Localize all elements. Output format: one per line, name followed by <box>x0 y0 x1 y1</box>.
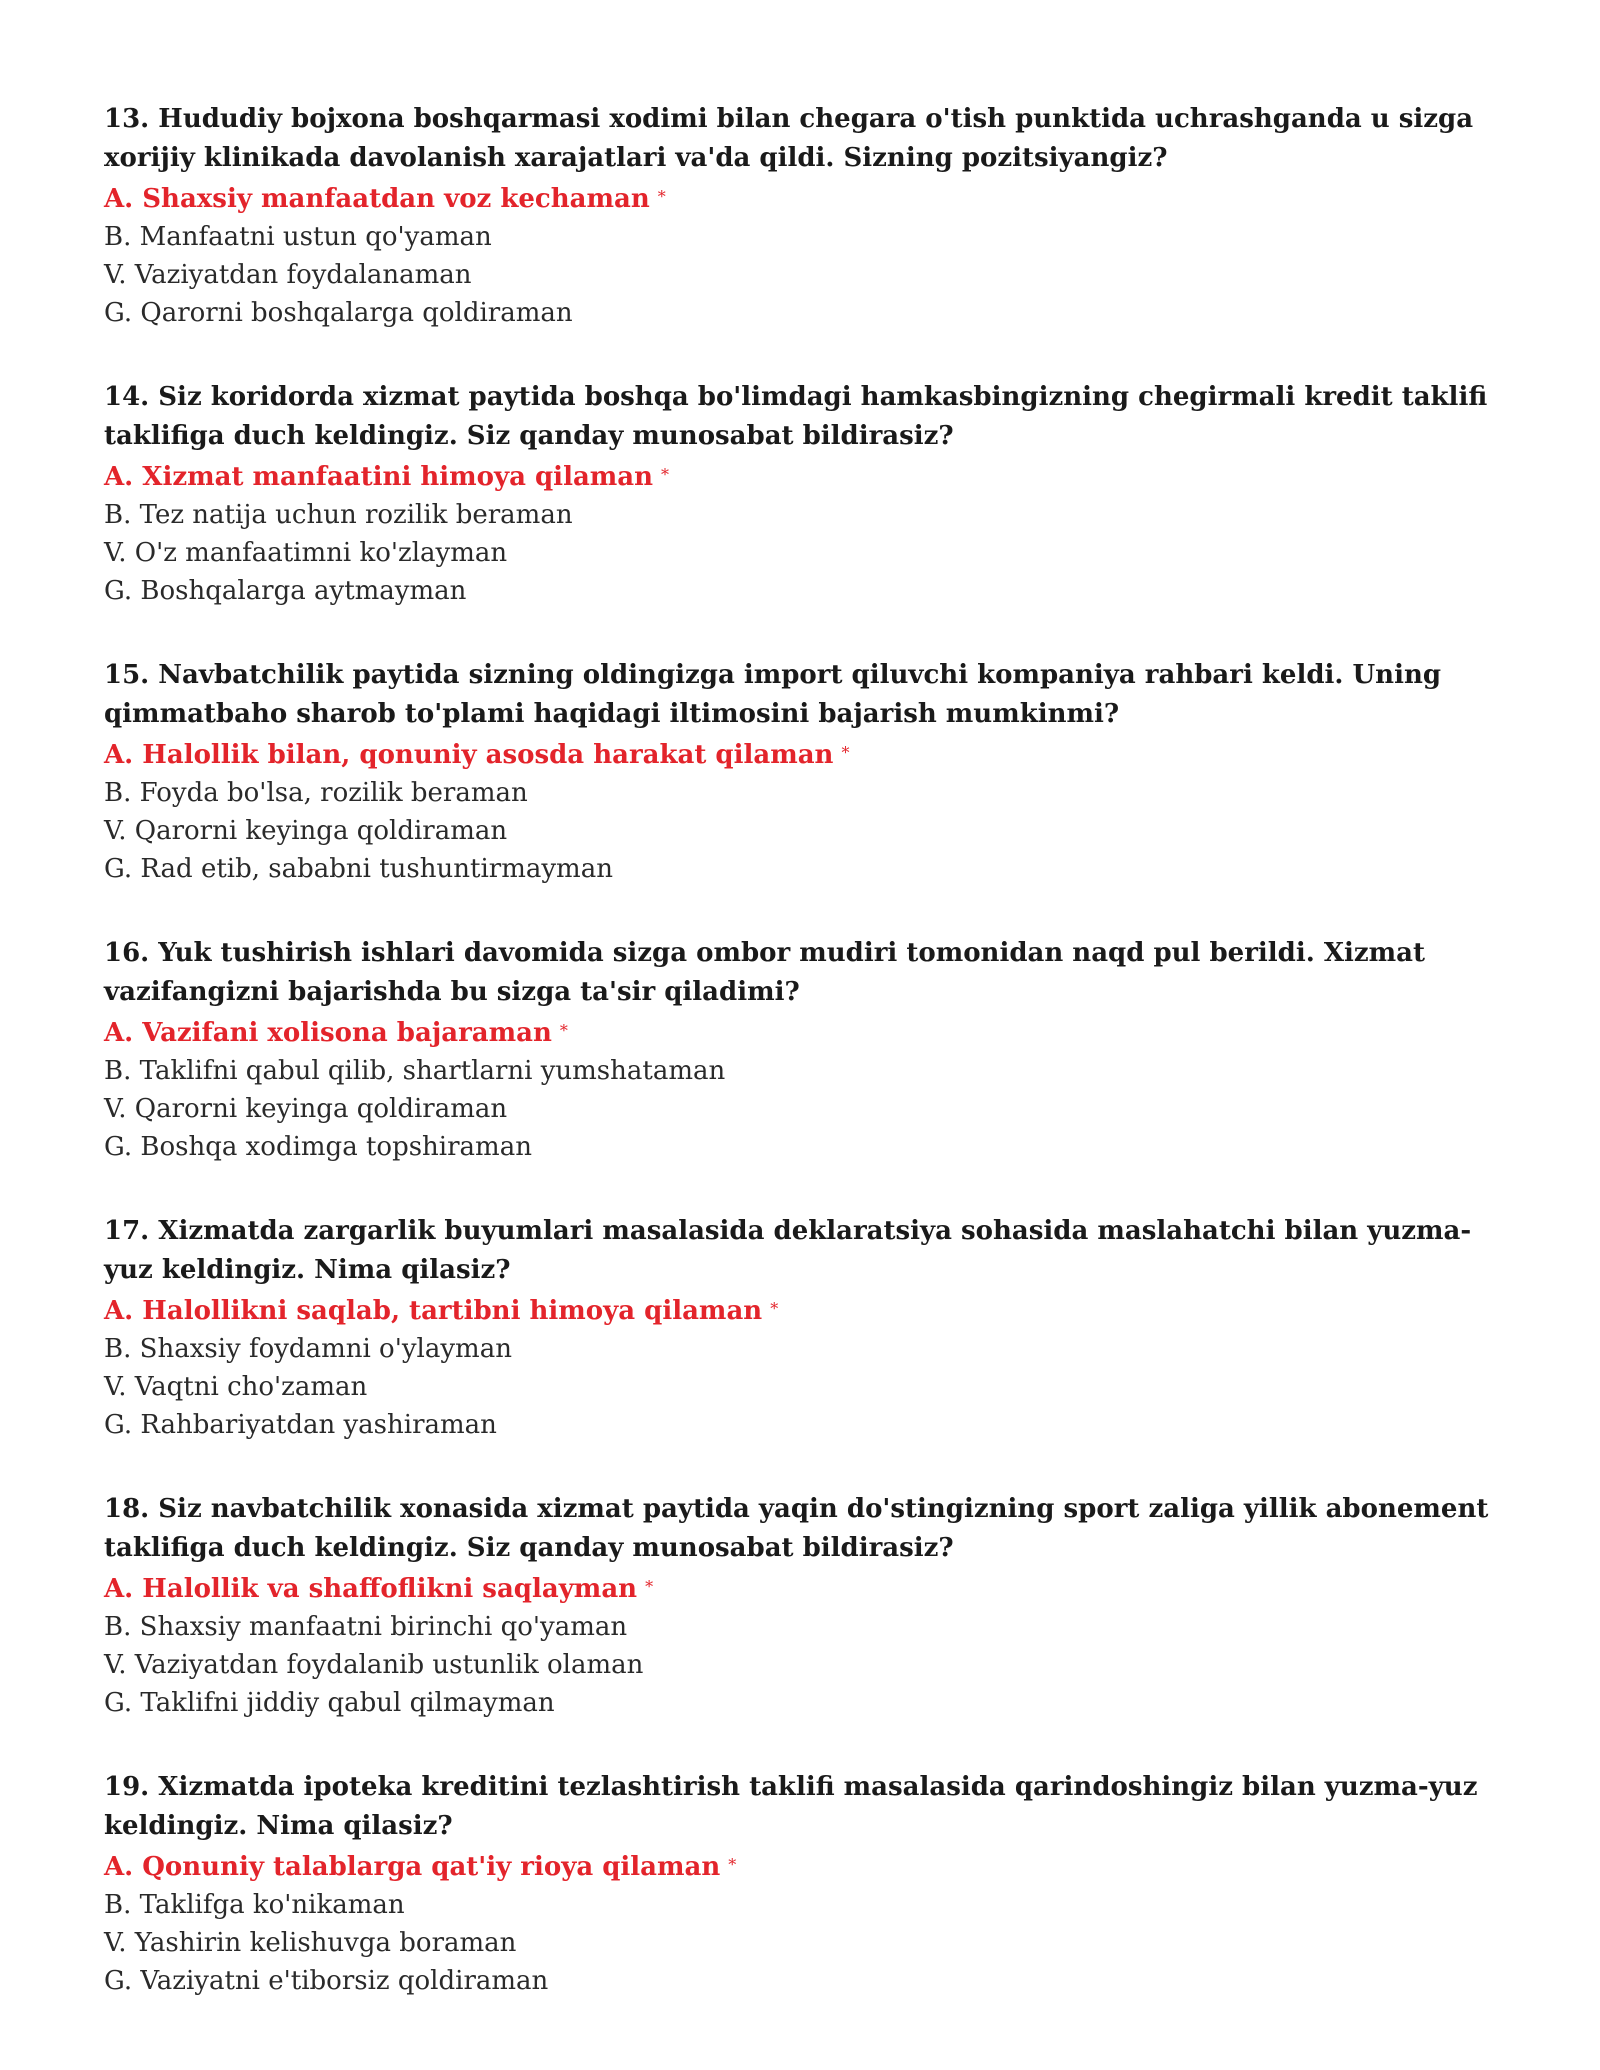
correct-option <box>104 736 1504 774</box>
option-g: G. Rad etib, sababni tushuntirmayman <box>104 854 613 884</box>
question-text: 19. Xizmatda ipoteka kreditini tezlashtirish taklifi masalasida qarindoshingiz bilan yuzma-yuz keldingiz. Nima qilasiz? <box>104 1772 1478 1841</box>
question-text: 17. Xizmatda zargarlik buyumlari masalasida deklaratsiya sohasida maslahatchi bilan yuzma-yuz keldingiz. Nima qilasiz? <box>104 1216 1472 1285</box>
correct-option-label: A. Shaxsiy manfaatdan voz kechaman <box>104 184 650 214</box>
quiz-page <box>104 100 1504 2046</box>
question-15 <box>104 656 1504 888</box>
option-b: B. Tez natija uchun rozilik beraman <box>104 500 573 530</box>
correct-option-label: A. Halollikni saqlab, tartibni himoya qilaman <box>104 1296 763 1326</box>
question-text: 13. Hududiy bojxona boshqarmasi xodimi bilan chegara o'tish punktida uchrashganda u sizga xorijiy klinikada davolanish xarajatlari va'da qildi. Sizning pozitsiyangiz? <box>104 104 1474 173</box>
correct-option <box>104 180 1504 218</box>
correct-option-label: A. Halollik va shaffoflikni saqlayman <box>104 1574 638 1604</box>
correct-option <box>104 1014 1504 1052</box>
option-g: G. Boshqa xodimga topshiraman <box>104 1132 532 1162</box>
question-14 <box>104 378 1504 610</box>
option-v: V. Qarorni keyinga qoldiraman <box>104 1094 508 1124</box>
correct-mark: * <box>770 1299 779 1318</box>
option-b: B. Foyda bo'lsa, rozilik beraman <box>104 778 528 808</box>
option-b: B. Manfaatni ustun qo'yaman <box>104 222 492 252</box>
correct-mark: * <box>661 465 670 484</box>
question-text: 18. Siz navbatchilik xonasida xizmat paytida yaqin do'stingizning sport zaliga yillik abonement taklifiga duch keldingiz. Siz qanday munosabat bildirasiz? <box>104 1494 1489 1563</box>
option-g: G. Boshqalarga aytmayman <box>104 576 467 606</box>
question-text: 15. Navbatchilik paytida sizning oldingizga import qiluvchi kompaniya rahbari keldi. Uning qimmatbaho sharob to'plami haqidagi iltimosini bajarish mumkinmi? <box>104 660 1442 729</box>
correct-option-label: A. Halollik bilan, qonuniy asosda harakat qilaman <box>104 740 834 770</box>
option-v: V. Vaqtni cho'zaman <box>104 1372 368 1402</box>
correct-option <box>104 1570 1504 1608</box>
option-v: V. Vaziyatdan foydalanib ustunlik olaman <box>104 1650 644 1680</box>
correct-mark: * <box>645 1577 654 1596</box>
question-16 <box>104 934 1504 1166</box>
question-18 <box>104 1490 1504 1722</box>
option-b: B. Taklifga ko'nikaman <box>104 1890 405 1920</box>
option-g: G. Rahbariyatdan yashiraman <box>104 1410 497 1440</box>
correct-option <box>104 1848 1504 1886</box>
correct-mark: * <box>841 743 850 762</box>
option-v: V. O'z manfaatimni ko'zlayman <box>104 538 508 568</box>
correct-mark: * <box>728 1855 737 1874</box>
question-13 <box>104 100 1504 332</box>
option-g: G. Vaziyatni e'tiborsiz qoldiraman <box>104 1966 549 1996</box>
question-17 <box>104 1212 1504 1444</box>
option-v: V. Yashirin kelishuvga boraman <box>104 1928 517 1958</box>
option-b: B. Shaxsiy foydamni o'ylayman <box>104 1334 512 1364</box>
option-v: V. Vaziyatdan foydalanaman <box>104 260 472 290</box>
option-g: G. Qarorni boshqalarga qoldiraman <box>104 298 573 328</box>
correct-mark: * <box>559 1021 568 1040</box>
option-b: B. Taklifni qabul qilib, shartlarni yumshataman <box>104 1056 726 1086</box>
question-text: 16. Yuk tushirish ishlari davomida sizga ombor mudiri tomonidan naqd pul berildi. Xizmat vazifangizni bajarishda bu sizga ta'sir qiladimi? <box>104 938 1425 1007</box>
correct-option <box>104 458 1504 496</box>
question-text: 14. Siz koridorda xizmat paytida boshqa bo'limdagi hamkasbingizning chegirmali kredit taklifi taklifiga duch keldingiz. Siz qanday munosabat bildirasiz? <box>104 382 1488 451</box>
correct-option-label: A. Vazifani xolisona bajaraman <box>104 1018 552 1048</box>
correct-mark: * <box>657 187 666 206</box>
option-v: V. Qarorni keyinga qoldiraman <box>104 816 508 846</box>
correct-option-label: A. Xizmat manfaatini himoya qilaman <box>104 462 654 492</box>
question-19 <box>104 1768 1504 2000</box>
correct-option-label: A. Qonuniy talablarga qat'iy rioya qilaman <box>104 1852 721 1882</box>
option-g: G. Taklifni jiddiy qabul qilmayman <box>104 1688 555 1718</box>
option-b: B. Shaxsiy manfaatni birinchi qo'yaman <box>104 1612 628 1642</box>
correct-option <box>104 1292 1504 1330</box>
